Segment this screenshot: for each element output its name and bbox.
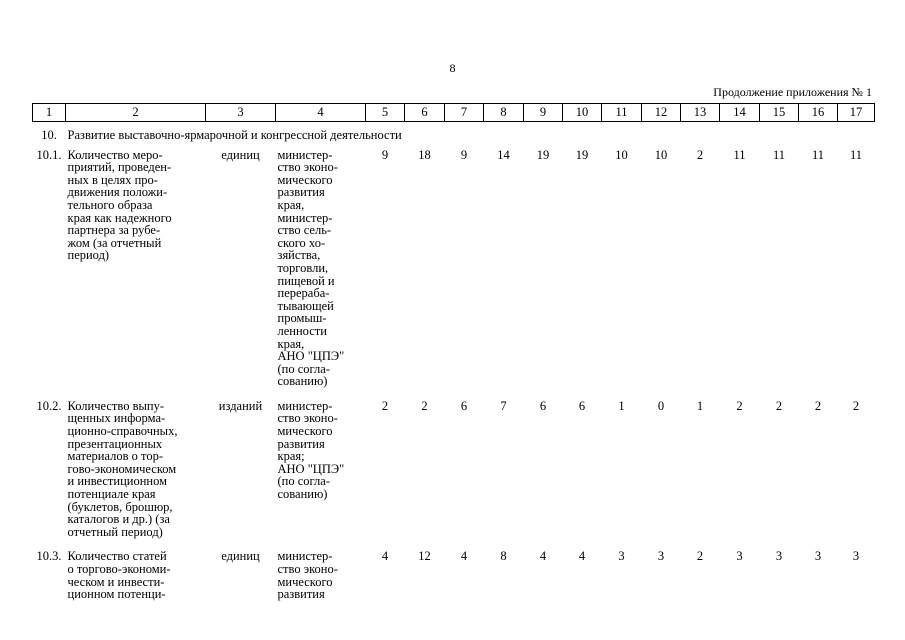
value-cell: 4 <box>460 549 468 564</box>
responsible-executor: министер- ство эконо- мического развития края, министер- ство сель- ского хо- зяйства, торговли, пищевой и перераба- тывающей промыш- ленности края, АНО "ЦПЭ" (по согла- сованию) <box>277 147 345 389</box>
value-cell: 2 <box>421 398 428 413</box>
column-header: 8 <box>484 104 524 122</box>
value-cell: 3 <box>814 549 822 564</box>
table-row <box>33 394 875 545</box>
column-header: 13 <box>681 104 720 122</box>
section-code: 10. <box>41 128 57 142</box>
section-title: Развитие выставочно-ярмарочной и конгрессной деятельности <box>67 128 402 142</box>
value-cell: 6 <box>460 398 468 413</box>
column-header: 14 <box>720 104 760 122</box>
appendix-continuation-note: Продолжение приложения № 1 <box>713 85 872 99</box>
value-cell: 3 <box>618 549 625 564</box>
column-header: 11 <box>602 104 642 122</box>
column-header: 10 <box>563 104 602 122</box>
value-cell: 3 <box>852 549 860 564</box>
value-cell: 19 <box>575 147 589 162</box>
row-code: 10.2. <box>36 398 62 413</box>
table-row <box>33 143 875 394</box>
indicator-name: Количество выпу- щенных информа- ционно-справочных, презентационных материалов о тор- гово-экономическом и инвестиционном потенциале края (буклетов, брошюр, каталогов и др.) (за отчетный период) <box>67 398 178 539</box>
value-cell: 6 <box>578 398 586 413</box>
column-header: 7 <box>445 104 484 122</box>
value-cell: 2 <box>696 147 704 162</box>
value-cell: 2 <box>696 549 704 564</box>
unit-of-measure: единиц <box>221 549 260 564</box>
column-header: 16 <box>799 104 838 122</box>
column-header: 1 <box>33 104 66 122</box>
unit-of-measure: единиц <box>221 147 260 162</box>
value-cell: 11 <box>733 147 746 162</box>
column-number-header-row <box>33 104 875 122</box>
value-cell: 10 <box>615 147 628 162</box>
value-cell: 4 <box>578 549 586 564</box>
indicators-table <box>32 103 875 607</box>
column-header: 4 <box>276 104 366 122</box>
value-cell: 0 <box>657 398 665 413</box>
table-row <box>33 544 875 606</box>
value-cell: 18 <box>418 147 431 162</box>
value-cell: 11 <box>849 147 863 162</box>
value-cell: 14 <box>497 147 510 162</box>
value-cell: 11 <box>772 147 786 162</box>
value-cell: 2 <box>775 398 783 413</box>
value-cell: 7 <box>500 398 507 413</box>
value-cell: 3 <box>736 549 743 564</box>
value-cell: 9 <box>381 147 389 162</box>
responsible-executor: министер- ство эконо- мического развития края; АНО "ЦПЭ" (по согла- сованию) <box>277 398 345 502</box>
column-header: 2 <box>66 104 206 122</box>
column-header: 5 <box>366 104 405 122</box>
section-row <box>33 122 875 143</box>
value-cell: 10 <box>654 147 668 162</box>
value-cell: 2 <box>814 398 822 413</box>
value-cell: 2 <box>852 398 860 413</box>
value-cell: 12 <box>418 549 431 564</box>
value-cell: 11 <box>811 147 825 162</box>
responsible-executor: министер- ство эконо- мического развития <box>277 549 338 602</box>
value-cell: 19 <box>536 147 550 162</box>
column-header: 17 <box>838 104 875 122</box>
row-code: 10.3. <box>36 549 62 564</box>
value-cell: 6 <box>539 398 547 413</box>
column-header: 15 <box>760 104 799 122</box>
value-cell: 3 <box>775 549 783 564</box>
indicator-name: Количество статей о торгово-экономи- ческом и инвести- ционном потенци- <box>67 549 171 602</box>
column-header: 6 <box>405 104 445 122</box>
value-cell: 9 <box>460 147 468 162</box>
page-number: 8 <box>449 61 456 75</box>
value-cell: 4 <box>539 549 547 564</box>
value-cell: 3 <box>657 549 665 564</box>
unit-of-measure: изданий <box>218 398 263 413</box>
row-code: 10.1. <box>36 147 62 162</box>
value-cell: 4 <box>381 549 389 564</box>
value-cell: 2 <box>381 398 389 413</box>
column-header: 9 <box>524 104 563 122</box>
value-cell: 1 <box>618 398 625 413</box>
value-cell: 2 <box>736 398 743 413</box>
indicator-name: Количество меро- приятий, проведен- ных в целях про- движения положи- тельного образа края как надежного партнера за рубе- жом (за отчетный период) <box>67 147 172 263</box>
value-cell: 1 <box>696 398 704 413</box>
column-header: 3 <box>206 104 276 122</box>
column-header: 12 <box>642 104 681 122</box>
value-cell: 8 <box>500 549 507 564</box>
